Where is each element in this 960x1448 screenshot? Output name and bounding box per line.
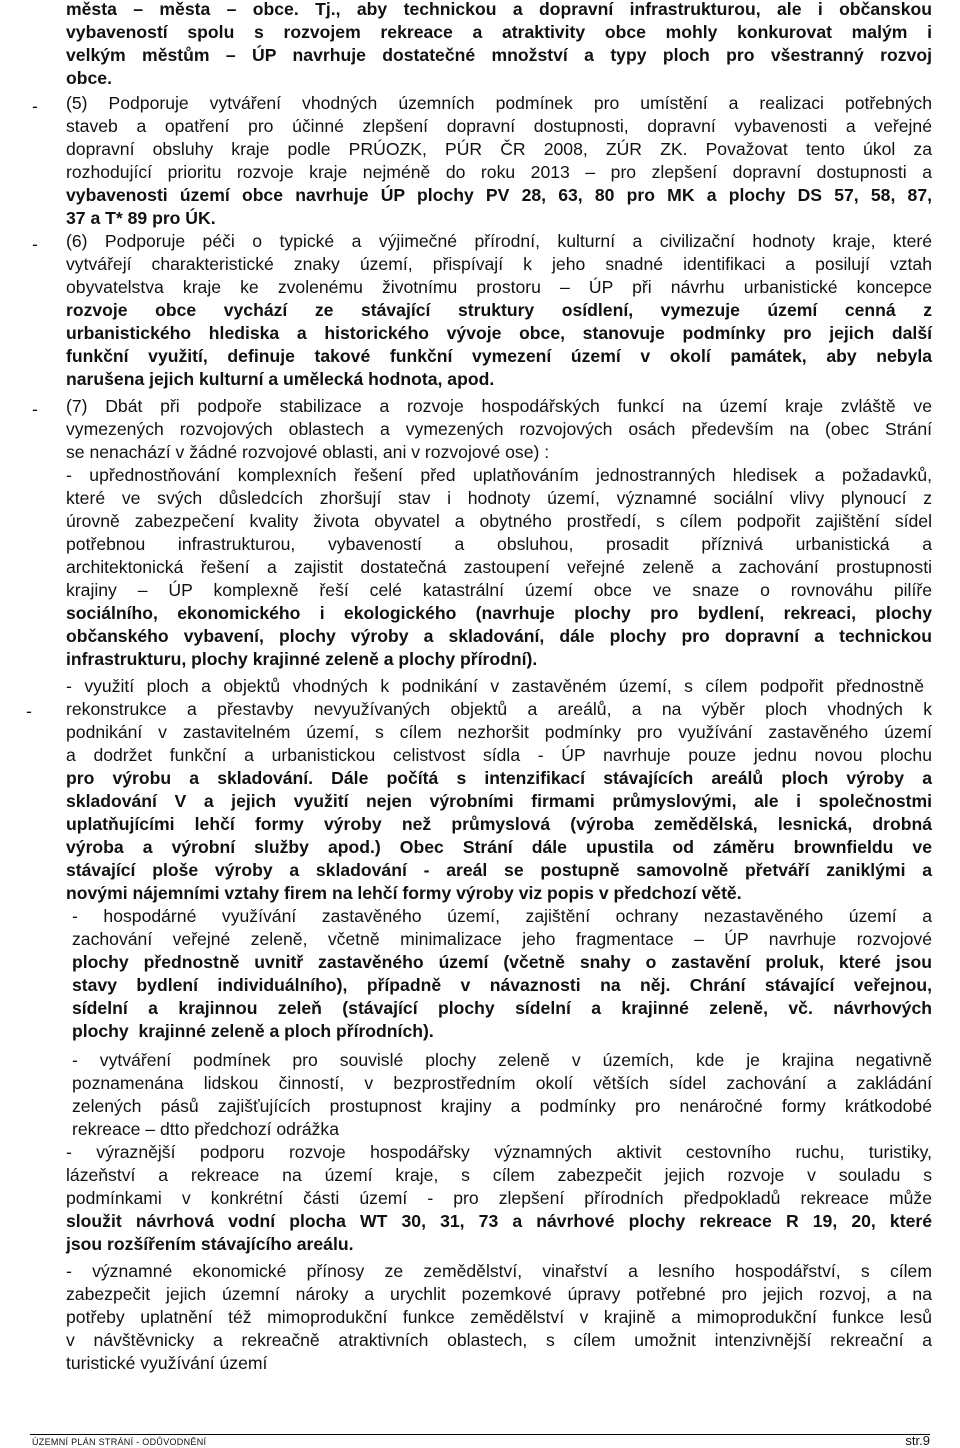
text-line: zabezpečit jejich územní nároky a urychlit pozemkové úpravy potřebné pro jejich rozvoj, a na	[66, 1284, 932, 1304]
text-line: funkční využití, definuje takové funkční vymezení území v okolí památek, aby nebyla	[66, 346, 932, 366]
text-line: a dodržet funkční a urbanistickou celistvost sídla - ÚP navrhuje pouze jednu novou plochu	[66, 745, 932, 765]
text-line: občanského vybavení, plochy výroby a skladování, dále plochy pro dopravní a technickou	[66, 626, 932, 646]
text-line: zachování veřejné zeleně, včetně minimalizace jeho fragmentace – ÚP navrhuje rozvojové	[72, 929, 932, 949]
text-line: rekonstrukce a přestavby nevyužívaných objektů a areálů, a na výběr ploch vhodných k	[66, 699, 932, 719]
text-line: rozhodující prioritu rozvoje kraje nejméně do roku 2013 – pro zlepšení dopravní dostupnosti a	[66, 162, 932, 182]
bullet-dash: -	[32, 234, 38, 254]
text-line: stávající ploše výroby a skladování - areál se postupně samovolně přetváří zaniklými a	[66, 860, 932, 880]
text-line: - využití ploch a objektů vhodných k podnikání v zastavěném území, s cílem podpořit přednostně	[66, 676, 924, 696]
text-line: - významné ekonomické přínosy ze zemědělství, vinařství a lesního hospodářství, s cílem	[66, 1261, 932, 1281]
text-line: podmínkami v konkrétní části území - pro zlepšení přírodních předpokladů rekreace může	[66, 1188, 932, 1208]
text-line: plochy přednostně uvnitř zastavěného území (včetně snahy o zastavění proluk, které jsou	[72, 952, 932, 972]
text-line: infrastrukturu, plochy krajinné zeleně a plochy přírodní).	[66, 649, 538, 669]
text-line: lázeňství a rekreace na území kraje, s cílem zabezpečit jejich rozvoje v souladu s	[66, 1165, 932, 1185]
text-line: které ve svých důsledcích zhoršují stav i hodnoty území, významné sociální vlivy plynoucí z	[66, 488, 932, 508]
text-line: obce.	[66, 68, 112, 88]
text-line: - vytváření podmínek pro souvislé plochy zeleně v územích, kde je krajina negativně	[72, 1050, 932, 1070]
text-line: jsou rozšířením stávajícího areálu.	[66, 1234, 354, 1254]
text-line: krajiny – ÚP komplexně řeší celé katastrální území obce ve snaze o rovnováhu pilíře	[66, 580, 932, 600]
text-line: sloužit návrhová vodní plocha WT 30, 31, 73 a návrhové plochy rekreace R 19, 20, které	[66, 1211, 932, 1231]
bullet-dash: -	[26, 701, 32, 721]
text-line: dopravní obsluhy kraje podle PRÚOZK, PÚR ČR 2008, ZÚR ZK. Považovat tento úkol za	[66, 139, 932, 159]
text-line: - výraznější podporu rozvoje hospodářsky významných aktivit cestovního ruchu, turistiky,	[66, 1142, 932, 1162]
footer-document-title: ÚZEMNÍ PLÁN STRÁNÍ - ODŮVODNĚNÍ	[32, 1437, 207, 1447]
text-line: se nenachází v žádné rozvojové oblasti, ani v rozvojové ose) :	[66, 442, 550, 462]
text-line: - upřednostňování komplexních řešení před uplatňováním jednostranných hledisek a požadavků,	[66, 465, 932, 485]
text-line: zelených pásů zajišťujících prostupnost krajiny a podmínky pro nenáročné formy krátkodobé	[72, 1096, 932, 1116]
text-line: skladování V a jejich využití nejen výrobními firmami průmyslovými, ale i společnostmi	[66, 791, 932, 811]
text-line: podnikání v zastavitelném území, s cílem nezhoršit podmínky pro využívání zastavěného území	[66, 722, 932, 742]
text-line: výroba a výrobní služby apod.) Obec Strání dále upustila od záměru brownfieldu ve	[66, 837, 932, 857]
text-line: rekreace – dtto předchozí odrážka	[72, 1119, 339, 1139]
text-line: pro výrobu a skladování. Dále počítá s intenzifikací stávajících areálů ploch výroby a	[66, 768, 932, 788]
text-line: (7) Dbát při podpoře stabilizace a rozvoje hospodářských funkcí na území kraje zvláště ve	[66, 396, 932, 416]
page-number: str.9	[905, 1433, 930, 1448]
text-line: potřeby uplatnění též mimoprodukční funkce zemědělství v krajině a mimoprodukční funkce lesů	[66, 1307, 932, 1327]
footer-rule	[30, 1434, 930, 1435]
text-line: poznamenána lidskou činností, v bezprostředním okolí větších sídel zachování a zakládání	[72, 1073, 932, 1093]
text-line: vytvářejí charakteristické znaky území, přispívají k jeho snadné identifikaci a posilují vztah	[66, 254, 932, 274]
text-line: úrovně zabezpečení kvality života obyvatel a obytného prostředí, s cílem podpořit zajištění sídel	[66, 511, 932, 531]
text-line: vybavenosti území obce navrhuje ÚP plochy PV 28, 63, 80 pro MK a plochy DS 57, 58, 87,	[66, 185, 932, 205]
bullet-dash: -	[32, 96, 38, 116]
text-line: - hospodárné využívání zastavěného území, zajištění ochrany nezastavěného území a	[72, 906, 932, 926]
text-line: v návštěvnicky a rekreačně atraktivních oblastech, s cílem umožnit intenzivnější rekreační a	[66, 1330, 932, 1350]
bullet-dash: -	[32, 399, 38, 419]
text-line: velkým městům – ÚP navrhuje dostatečné množství a typy ploch pro všestranný rozvoj	[66, 45, 932, 65]
text-line: vybaveností spolu s rozvojem rekreace a atraktivity obce mohly konkurovat malým i	[66, 22, 932, 42]
text-line: (5) Podporuje vytváření vhodných územních podmínek pro umístění a realizaci potřebných	[66, 93, 932, 113]
text-line: rozvoje obce vychází ze stávající struktury osídlení, vymezuje území cenná z	[66, 300, 932, 320]
text-line: staveb a opatření pro účinné zlepšení dopravní dostupnosti, dopravní vybavenosti a veřejné	[66, 116, 932, 136]
text-line: potřebnou infrastrukturou, vybaveností a obsluhou, prosadit příznivá urbanistická a	[66, 534, 932, 554]
text-line: uplatňujícími lehčí formy výroby než průmyslová (výroba zemědělská, lesnická, drobná	[66, 814, 932, 834]
text-line: 37 a T* 89 pro ÚK.	[66, 208, 216, 228]
text-line: vymezených rozvojových oblastech a vymezených rozvojových osách především na (obec Strání	[66, 419, 932, 439]
text-line: plochy krajinné zeleně a ploch přírodních).	[72, 1021, 434, 1041]
text-line: urbanistického hlediska a historického vývoje obce, stanovuje podmínky pro jejich další	[66, 323, 932, 343]
text-line: města – města – obce. Tj., aby technickou a dopravní infrastrukturou, ale i občanskou	[66, 0, 932, 19]
text-line: (6) Podporuje péči o typické a výjimečné přírodní, kulturní a civilizační hodnoty kraje, které	[66, 231, 932, 251]
text-line: stavy bydlení individuálního), případně v návaznosti na něj. Chrání stávající veřejnou,	[72, 975, 932, 995]
text-line: novými nájemními vztahy firem na lehčí formy výroby viz popis v předchozí větě.	[66, 883, 742, 903]
text-line: sociálního, ekonomického i ekologického (navrhuje plochy pro bydlení, rekreaci, plochy	[66, 603, 932, 623]
text-line: sídelní a krajinnou zeleň (stávající plochy sídelní a krajinné zeleně, vč. návrhových	[72, 998, 932, 1018]
text-line: obyvatelstva kraje ke zvolenému životnímu prostoru – ÚP při návrhu urbanistické koncepce	[66, 277, 932, 297]
text-line: turistické využívání území	[66, 1353, 268, 1373]
text-line: architektonická řešení a zajistit dostatečná zastoupení veřejné zeleně a zachování prostupnosti	[66, 557, 932, 577]
text-line: narušena jejich kulturní a umělecká hodnota, apod.	[66, 369, 495, 389]
